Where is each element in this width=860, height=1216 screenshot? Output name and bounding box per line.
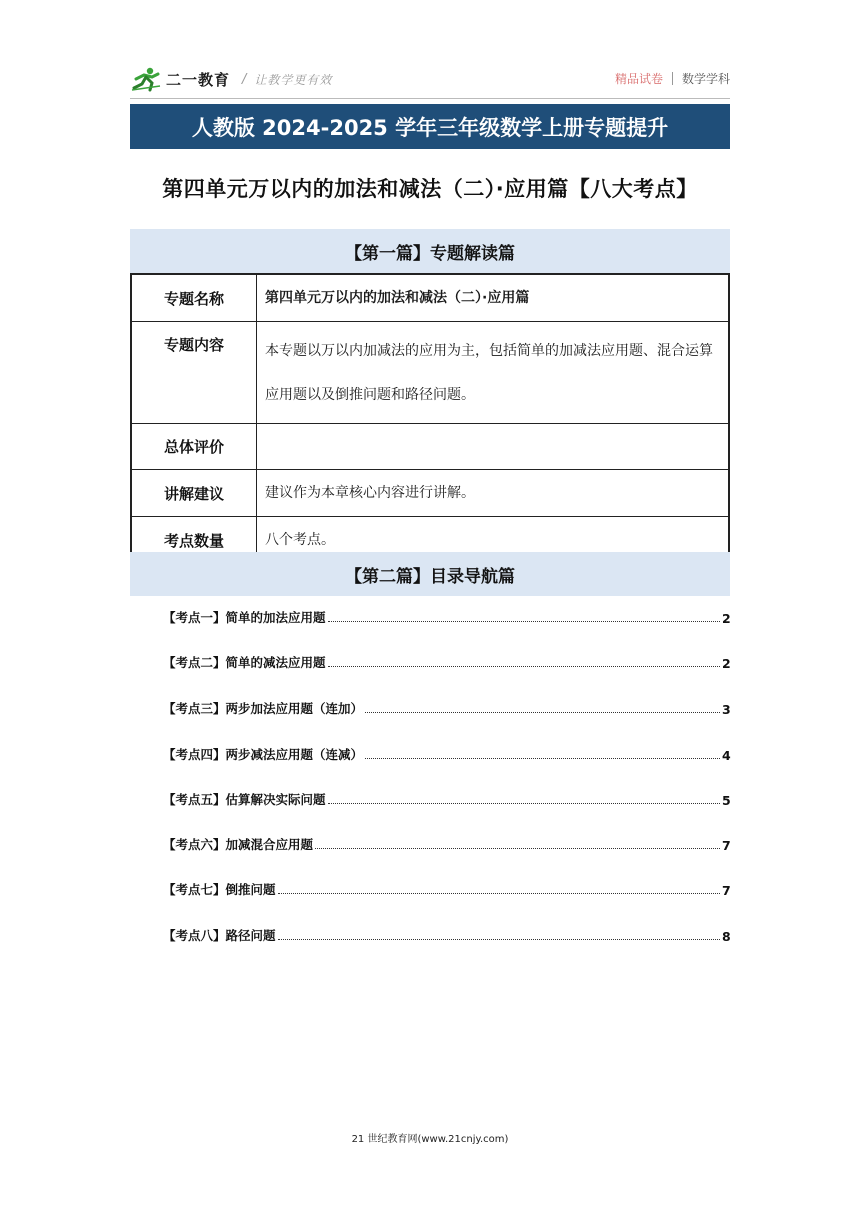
toc-entry[interactable] xyxy=(163,880,730,898)
row-label: 专题内容 xyxy=(131,322,257,424)
toc-leader-dots xyxy=(328,666,720,667)
table-row xyxy=(131,274,729,322)
slogan: 让教学更有效 xyxy=(254,72,333,87)
toc-entry-page: 4 xyxy=(722,748,731,763)
title-banner xyxy=(130,104,730,149)
runner-logo-icon xyxy=(130,66,164,92)
toc-entry-page: 2 xyxy=(722,611,731,626)
toc-entry-label: 【考点六】加减混合应用题 xyxy=(163,837,314,852)
banner-title: 人教版 2024-2025 学年三年级数学上册专题提升 xyxy=(191,115,669,140)
row-label: 考点数量 xyxy=(131,517,257,565)
table-row xyxy=(131,322,729,424)
toc-entry-label: 【考点二】简单的减法应用题 xyxy=(163,655,326,670)
toc-entry-page: 2 xyxy=(722,656,731,671)
header-tag-premium: 精品试卷 xyxy=(614,72,663,86)
toc-entry-page: 3 xyxy=(722,702,731,717)
toc-leader-dots xyxy=(328,621,720,622)
toc-entry-page: 7 xyxy=(722,883,731,898)
table-row xyxy=(131,470,729,517)
toc-entry-label: 【考点八】路径问题 xyxy=(163,928,276,943)
row-label: 专题名称 xyxy=(131,274,257,322)
toc-entry-label: 【考点三】两步加法应用题（连加） xyxy=(163,701,364,716)
toc-entry-label: 【考点四】两步减法应用题（连减） xyxy=(163,747,364,762)
page-header xyxy=(130,62,730,98)
toc-entry-label: 【考点五】估算解决实际问题 xyxy=(163,792,326,807)
header-tag-subject: 数学学科 xyxy=(681,72,730,86)
toc-leader-dots xyxy=(278,893,720,894)
row-label: 讲解建议 xyxy=(131,470,257,517)
toc-entry[interactable] xyxy=(163,745,730,763)
row-value: 第四单元万以内的加法和减法（二）·应用篇 xyxy=(257,274,730,322)
section2-title: 【第二篇】目录导航篇 xyxy=(345,566,515,587)
row-value: 八个考点。 xyxy=(257,517,730,565)
topic-info-table xyxy=(130,273,730,565)
toc-leader-dots xyxy=(328,803,720,804)
toc-entry[interactable] xyxy=(163,699,730,717)
toc-entry-page: 5 xyxy=(722,793,731,808)
row-value: 本专题以万以内加减法的应用为主，包括简单的加减法应用题、混合运算应用题以及倒推问题和路径问题。 xyxy=(257,322,730,424)
page-footer: 21 世纪教育网(www.21cnjy.com) xyxy=(351,1134,509,1145)
toc-entry[interactable] xyxy=(163,926,730,944)
section1-title: 【第一篇】专题解读篇 xyxy=(345,243,515,264)
toc-entry[interactable] xyxy=(163,790,730,808)
header-divider xyxy=(672,72,673,85)
section-heading-interpretation xyxy=(130,229,730,273)
header-tags xyxy=(615,70,730,87)
toc-leader-dots xyxy=(365,712,720,713)
logo xyxy=(130,66,332,92)
toc-leader-dots xyxy=(365,758,720,759)
toc-entry[interactable] xyxy=(163,653,730,671)
table-row xyxy=(131,424,729,470)
toc-leader-dots xyxy=(278,939,720,940)
row-label: 总体评价 xyxy=(131,424,257,470)
logo-separator: / xyxy=(242,71,247,87)
toc-entry[interactable] xyxy=(163,835,730,853)
toc-entry-label: 【考点一】简单的加法应用题 xyxy=(163,610,326,625)
toc-entry-page: 8 xyxy=(722,929,731,944)
document-subtitle: 第四单元万以内的加法和减法（二）·应用篇【八大考点】 xyxy=(162,177,698,201)
row-value xyxy=(257,424,730,470)
toc-entry[interactable] xyxy=(163,608,730,626)
toc-entry-page: 7 xyxy=(722,838,731,853)
toc-entry-label: 【考点七】倒推问题 xyxy=(163,882,276,897)
header-rule xyxy=(130,98,730,99)
toc-leader-dots xyxy=(315,848,720,849)
logo-text: 二一教育 xyxy=(166,70,231,89)
section-heading-toc xyxy=(130,552,730,596)
row-value: 建议作为本章核心内容进行讲解。 xyxy=(257,470,730,517)
